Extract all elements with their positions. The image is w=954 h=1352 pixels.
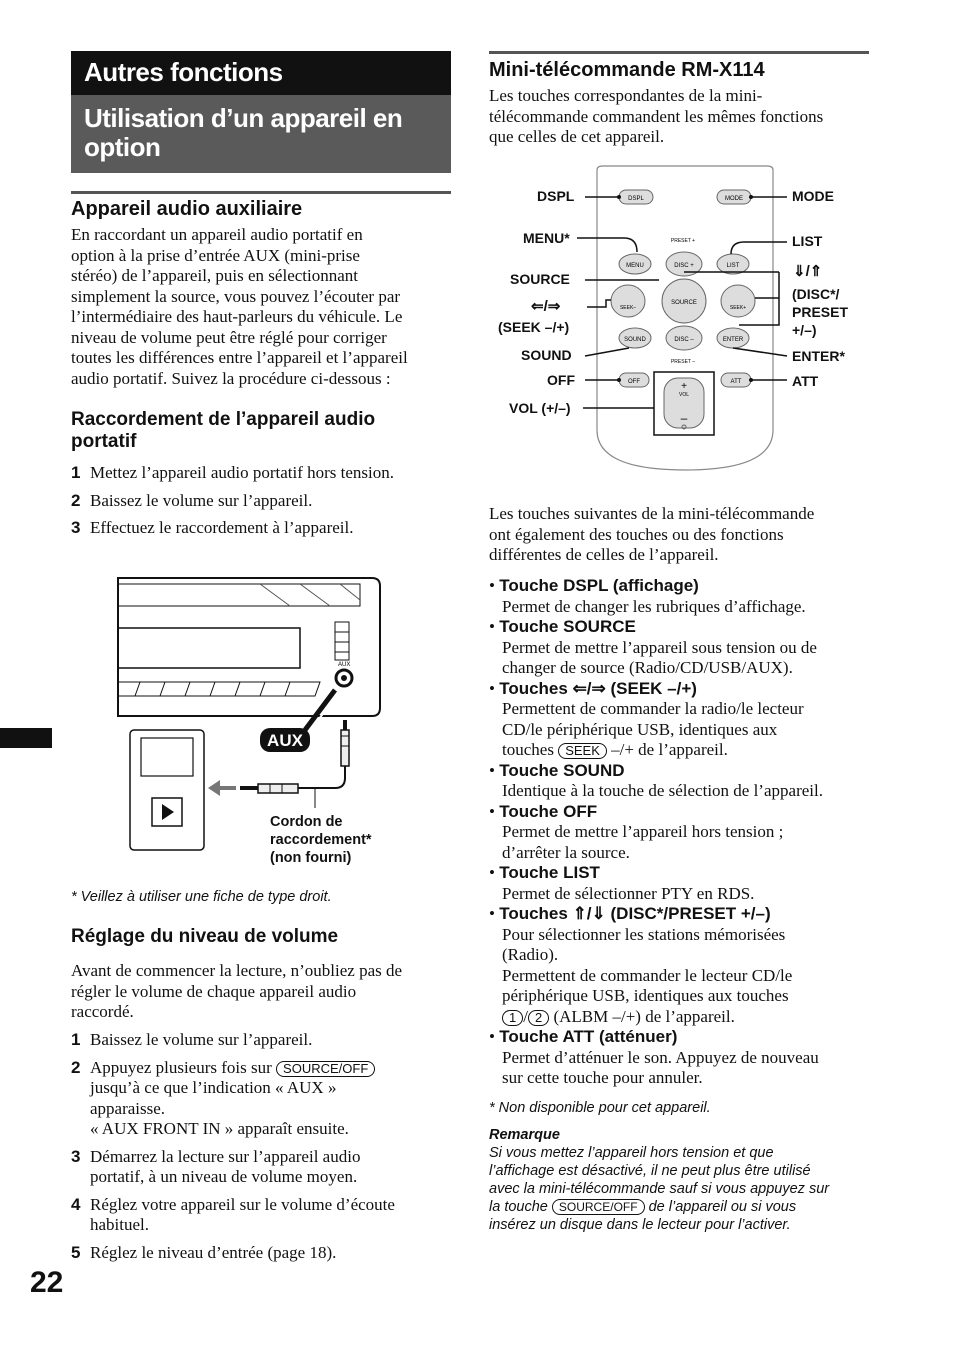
- step-text: Mettez l’appareil audio portatif hors tension.: [90, 463, 395, 482]
- connect-steps: [71, 463, 456, 539]
- remark-line: avec la mini-télécommande sauf si vous appuyez sur: [489, 1181, 830, 1197]
- label-mode: MODE: [792, 188, 834, 204]
- connect-heading-line1: Raccordement de l’appareil audio: [71, 409, 376, 430]
- label-vol: VOL (+/–): [509, 400, 571, 416]
- chapter-tab-marker: [0, 728, 52, 748]
- aux-footnote: * Veillez à utiliser une fiche de type droit.: [71, 889, 332, 905]
- section-title-line2: option: [84, 132, 161, 162]
- volume-intro-line: raccordé.: [71, 1002, 134, 1021]
- chapter-title: Autres fonctions: [84, 57, 283, 87]
- item-label: Touche SOUND: [499, 760, 625, 780]
- remark-body: [489, 1144, 889, 1234]
- aux-intro-line: option à la prise d’entrée AUX (mini-prise: [71, 245, 360, 265]
- aux-badge: AUX: [267, 731, 303, 750]
- remote-intro-line: télécommande commandent les mêmes fonctions: [489, 106, 824, 126]
- item-label: Touches ⇑/⇓ (DISC*/PRESET +/–): [499, 904, 771, 923]
- label-disc-line: +/–): [792, 322, 817, 338]
- remote-intro-line: Les touches correspondantes de la mini-: [489, 86, 763, 105]
- svg-text:OFF: OFF: [628, 379, 640, 385]
- plug-vertical: [341, 730, 349, 766]
- aux-intro-line: audio portatif. Suivez la procédure ci-dessous :: [71, 368, 391, 388]
- label-enter: ENTER*: [792, 348, 845, 364]
- label-disc-preset: [792, 285, 848, 339]
- key-1: 1: [502, 1010, 523, 1026]
- label-off: OFF: [547, 372, 575, 388]
- svg-text:SEEK–: SEEK–: [619, 305, 637, 311]
- item-label: Touche OFF: [499, 801, 598, 821]
- item-label: Touche DSPL (affichage): [499, 576, 699, 595]
- step-number: 4: [71, 1194, 81, 1214]
- remote-intro-line: que celles de cet appareil.: [489, 127, 665, 146]
- remark-line: insérez un disque dans le lecteur pour l’activer.: [489, 1217, 791, 1233]
- cord-label-line: Cordon de: [270, 814, 343, 830]
- svg-text:ATT: ATT: [730, 379, 742, 385]
- step-text: Baissez le volume sur l’appareil.: [90, 490, 313, 510]
- item-label: Touche LIST: [499, 863, 600, 882]
- aux-intro-line: En raccordant un appareil audio portatif en: [71, 225, 363, 244]
- aux-intro-line: niveau de volume peut être réglé pour corriger: [71, 327, 387, 347]
- remote-heading: Mini-télécommande RM-X114: [489, 59, 765, 81]
- remote-intro2-line: ont également des touches ou des fonctions: [489, 524, 784, 544]
- remote-intro2: [489, 504, 879, 566]
- volume-intro: [71, 961, 456, 1023]
- step-number: 5: [71, 1242, 81, 1262]
- item-desc: Permettent de commander la radio/le lecteur: [502, 699, 804, 718]
- step-text: habituel.: [90, 1215, 150, 1234]
- connect-step: [71, 518, 456, 539]
- seek-key: SEEK: [558, 743, 607, 759]
- svg-text:DISC +: DISC +: [674, 263, 694, 269]
- step-text: Réglez votre appareil sur le volume d’écoute: [90, 1194, 395, 1214]
- item-desc: Pour sélectionner les stations mémorisées: [502, 924, 786, 944]
- label-att: ATT: [792, 373, 819, 389]
- aux-intro-line: stéréo) de l’appareil, puis en sélectionnant: [71, 266, 358, 285]
- label-menu: MENU*: [523, 230, 570, 246]
- aux-heading: Appareil audio auxiliaire: [71, 198, 303, 220]
- svg-text:+: +: [681, 381, 687, 392]
- cord-label-line: raccordement*: [270, 832, 372, 848]
- step-text: apparaisse.: [90, 1098, 166, 1118]
- step-text: Baissez le volume sur l’appareil.: [90, 1030, 313, 1049]
- remote-intro: [489, 86, 874, 148]
- svg-text:DSPL: DSPL: [628, 196, 644, 202]
- item-desc: 1 / 2 (ALBM –/+) de l’appareil.: [489, 1007, 889, 1028]
- item-label: Touche ATT (atténuer): [499, 1027, 678, 1046]
- volume-step: [71, 1030, 456, 1051]
- step-number: 3: [71, 1146, 81, 1166]
- remark-line: la touche SOURCE/OFF de l’appareil ou si vous: [489, 1199, 797, 1215]
- volume-step: [71, 1195, 456, 1236]
- svg-text:SOUND: SOUND: [624, 337, 646, 343]
- connect-heading-line2: portatif: [71, 431, 137, 452]
- step-number: 3: [71, 518, 81, 537]
- label-source: SOURCE: [510, 271, 570, 287]
- volume-steps: [71, 1030, 456, 1263]
- plug-horizontal: [258, 784, 298, 793]
- step-text: « AUX FRONT IN » apparaît ensuite.: [90, 1119, 349, 1138]
- source-off-key: SOURCE/OFF: [276, 1061, 375, 1077]
- volume-intro-line: Avant de commencer la lecture, n’oubliez pas de: [71, 961, 403, 980]
- svg-text:SOURCE: SOURCE: [671, 300, 697, 306]
- seek-arrows-icon: ⇐/⇒: [531, 298, 561, 315]
- label-list: LIST: [792, 233, 823, 249]
- remark-line: Si vous mettez l’appareil hors tension et que: [489, 1145, 774, 1161]
- cord-label: [270, 813, 372, 867]
- item-desc: Permet de sélectionner PTY en RDS.: [502, 883, 755, 903]
- item-desc: CD/le périphérique USB, identiques aux: [502, 719, 778, 739]
- label-dspl: DSPL: [537, 188, 575, 204]
- list-item: • Touche ATT (atténuer): [489, 1027, 678, 1046]
- step-number: 2: [71, 490, 81, 510]
- seek-plus-button: [721, 285, 755, 317]
- player-screen: [141, 738, 193, 776]
- volume-step: [71, 1147, 456, 1188]
- item-label: Touches ⇐/⇒ (SEEK –/+): [499, 678, 697, 698]
- list-item: • Touche SOURCE: [489, 617, 636, 636]
- svg-text:VOL: VOL: [678, 392, 690, 398]
- remote-intro2-line: Les touches suivantes de la mini-télécommande: [489, 504, 815, 523]
- cable: [298, 766, 345, 788]
- step-text: Démarrez la lecture sur l’appareil audio: [90, 1146, 361, 1166]
- volume-step: [71, 1058, 456, 1140]
- item-desc: changer de source (Radio/CD/USB/AUX).: [502, 658, 793, 677]
- list-item: • Touche SOUND: [489, 760, 625, 780]
- svg-text:SEEK+: SEEK+: [729, 305, 747, 311]
- item-desc: Permet d’atténuer le son. Appuyez de nouveau: [502, 1047, 819, 1067]
- connect-step: [71, 491, 456, 512]
- aux-intro: [71, 225, 456, 389]
- item-desc: sur cette touche pour annuler.: [502, 1068, 703, 1087]
- head-unit-faceplate: [118, 578, 380, 716]
- item-desc: Identique à la touche de sélection de l’appareil.: [502, 781, 823, 800]
- label-sound: SOUND: [521, 347, 572, 363]
- item-desc: (Radio).: [502, 945, 559, 964]
- chapter-banner: [71, 51, 451, 95]
- label-disc-line: (DISC*/: [792, 286, 840, 302]
- label-seek: (SEEK –/+): [498, 319, 570, 335]
- aux-intro-line: l’intermédiaire des haut-parleurs du véhicule. Le: [71, 307, 403, 326]
- step-text: Effectuez le raccordement à l’appareil.: [90, 518, 354, 537]
- source-off-key: SOURCE/OFF: [552, 1199, 645, 1215]
- step-text: Réglez le niveau d’entrée (page 18).: [90, 1242, 337, 1262]
- section-rule: [71, 191, 451, 194]
- item-desc: périphérique USB, identiques aux touches: [502, 986, 789, 1005]
- item-desc: Permettent de commander le lecteur CD/le: [502, 965, 793, 985]
- svg-text:DISC –: DISC –: [674, 337, 694, 343]
- step-number: 2: [71, 1057, 81, 1077]
- remote-footnote: * Non disponible pour cet appareil.: [489, 1100, 711, 1116]
- step-number: 1: [71, 1030, 81, 1049]
- item-desc: Permet de mettre l’appareil sous tension ou de: [502, 637, 817, 657]
- item-desc: touches SEEK –/+ de l’appareil.: [502, 740, 728, 759]
- disc-arrows-icon: ⇓/⇑: [793, 263, 823, 280]
- key-2: 2: [528, 1010, 549, 1026]
- section-banner: [71, 95, 451, 173]
- svg-text:ENTER: ENTER: [722, 337, 744, 343]
- connect-step: [71, 463, 456, 484]
- volume-step: [71, 1243, 456, 1264]
- remote-intro2-line: différentes de celles de l’appareil.: [489, 545, 719, 564]
- item-desc: Permet de changer les rubriques d’affichage.: [502, 596, 806, 616]
- volume-heading: Réglage du niveau de volume: [71, 926, 339, 947]
- svg-text:LIST: LIST: [726, 263, 740, 269]
- seek-minus-button: [611, 285, 645, 317]
- section-title-line1: Utilisation d’un appareil en: [84, 103, 403, 133]
- remark-line: l’affichage est désactivé, il ne peut plus être utilisé: [489, 1163, 811, 1179]
- remote-rule: [489, 51, 869, 54]
- connect-heading: [71, 409, 375, 453]
- svg-text:PRESET –: PRESET –: [670, 359, 696, 365]
- list-item: • Touches ⇑/⇓ (DISC*/PRESET +/–): [489, 904, 771, 923]
- volume-intro-line: régler le volume de chaque appareil audio: [71, 981, 357, 1001]
- list-item: • Touches ⇐/⇒ (SEEK –/+): [489, 678, 697, 698]
- step-number: 1: [71, 463, 81, 482]
- svg-text:MENU: MENU: [626, 263, 644, 269]
- list-item: • Touche OFF: [489, 801, 598, 821]
- label-disc-line: PRESET: [792, 304, 849, 320]
- svg-text:PRESET +: PRESET +: [670, 238, 696, 244]
- aux-small-label: AUX: [338, 662, 351, 668]
- step-text: jusqu’à ce que l’indication « AUX »: [90, 1078, 337, 1097]
- item-label: Touche SOURCE: [499, 617, 636, 636]
- svg-text:MODE: MODE: [725, 196, 743, 202]
- remote-key-list: [489, 576, 889, 1089]
- step-text: portatif, à un niveau de volume moyen.: [90, 1167, 358, 1186]
- remark-title: Remarque: [489, 1127, 560, 1143]
- item-desc: d’arrêter la source.: [502, 842, 630, 862]
- step-text: Appuyez plusieurs fois sur: [90, 1057, 272, 1077]
- aux-intro-line: toutes les différences entre l’appareil et l’appareil: [71, 348, 408, 367]
- svg-text:–: –: [680, 411, 688, 425]
- list-item: • Touche LIST: [489, 863, 600, 882]
- list-item: • Touche DSPL (affichage): [489, 576, 699, 595]
- aux-intro-line: simplement la source, vous pouvez l’écouter par: [71, 286, 401, 306]
- page-number: 22: [30, 1266, 64, 1299]
- item-desc: Permet de mettre l’appareil hors tension ;: [502, 822, 784, 841]
- cord-label-line: (non fourni): [270, 850, 352, 866]
